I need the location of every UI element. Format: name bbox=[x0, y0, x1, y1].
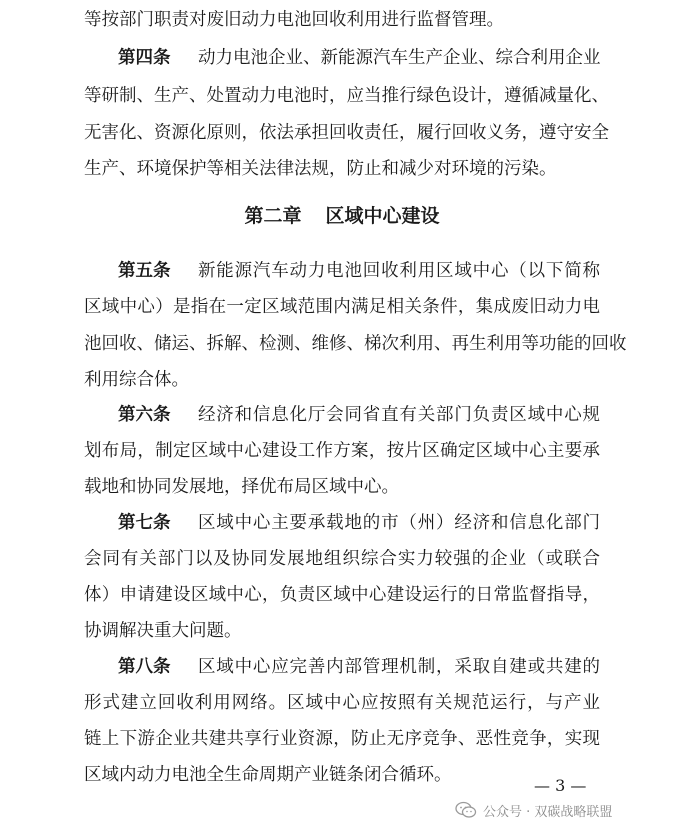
paragraph-line: 池回收、储运、拆解、检测、维修、梯次利用、再生利用等功能的回收 bbox=[84, 334, 627, 354]
chapter-title: 区域中心建设 bbox=[325, 205, 440, 227]
article-6-first-line bbox=[118, 397, 600, 433]
page-number: — 3 — bbox=[534, 776, 587, 795]
article-6-label: 第六条 bbox=[118, 405, 171, 425]
paragraph-line: 经济和信息化厅会同省直有关部门负责区域中心规 bbox=[198, 405, 600, 425]
paragraph-line: 利用综合体。 bbox=[84, 370, 189, 390]
watermark-text: 公众号 · 双碳战略联盟 bbox=[483, 804, 613, 820]
paragraph-line: 无害化、资源化原则，依法承担回收责任，履行回收义务，遵守安全 bbox=[84, 123, 609, 143]
paragraph-line: 等按部门职责对废旧动力电池回收利用进行监督管理。 bbox=[84, 10, 504, 30]
paragraph-line: 划布局，制定区域中心建设工作方案，按片区确定区域中心主要承 bbox=[84, 441, 600, 461]
paragraph-line: 新能源汽车动力电池回收利用区域中心（以下简称 bbox=[198, 261, 600, 281]
paragraph-line: 区域中心应完善内部管理机制，采取自建或共建的 bbox=[198, 657, 600, 677]
paragraph-line: 生产、环境保护等相关法律法规，防止和减少对环境的污染。 bbox=[84, 159, 557, 179]
paragraph-line: 区域内动力电池全生命周期产业链条闭合循环。 bbox=[84, 765, 452, 785]
article-7-label: 第七条 bbox=[118, 513, 171, 533]
paragraph-line: 载地和协同发展地，择优布局区域中心。 bbox=[84, 477, 399, 497]
paragraph-line: 形式建立回收利用网络。区域中心应按照有关规范运行，与产业 bbox=[84, 693, 600, 713]
article-5-label: 第五条 bbox=[118, 261, 171, 281]
article-7-first-line bbox=[118, 505, 600, 541]
wechat-icon bbox=[455, 801, 477, 819]
paragraph-line: 区域中心主要承载地的市（州）经济和信息化部门 bbox=[198, 513, 600, 533]
paragraph-line: 链上下游企业共建共享行业资源，防止无序竞争、恶性竞争，实现 bbox=[84, 729, 600, 749]
paragraph-line: 动力电池企业、新能源汽车生产企业、综合利用企业 bbox=[198, 48, 601, 68]
chapter-number: 第二章 bbox=[244, 205, 302, 227]
chapter-heading bbox=[84, 198, 600, 234]
paragraph-line: 体）申请建设区域中心，负责区域中心建设运行的日常监督指导， bbox=[84, 585, 600, 605]
article-8-label: 第八条 bbox=[118, 657, 171, 677]
watermark bbox=[455, 796, 612, 824]
paragraph-line: 区域中心）是指在一定区域范围内满足相关条件，集成废旧动力电 bbox=[84, 297, 600, 317]
article-8-first-line bbox=[118, 649, 600, 685]
article-5-first-line bbox=[118, 253, 600, 289]
article-4-label: 第四条 bbox=[118, 48, 171, 68]
article-4-first-line bbox=[118, 40, 600, 76]
paragraph-line: 等研制、生产、处置动力电池时，应当推行绿色设计，遵循减量化、 bbox=[84, 86, 609, 106]
paragraph-line: 会同有关部门以及协同发展地组织综合实力较强的企业（或联合 bbox=[84, 549, 600, 569]
paragraph-line: 协调解决重大问题。 bbox=[84, 621, 242, 641]
